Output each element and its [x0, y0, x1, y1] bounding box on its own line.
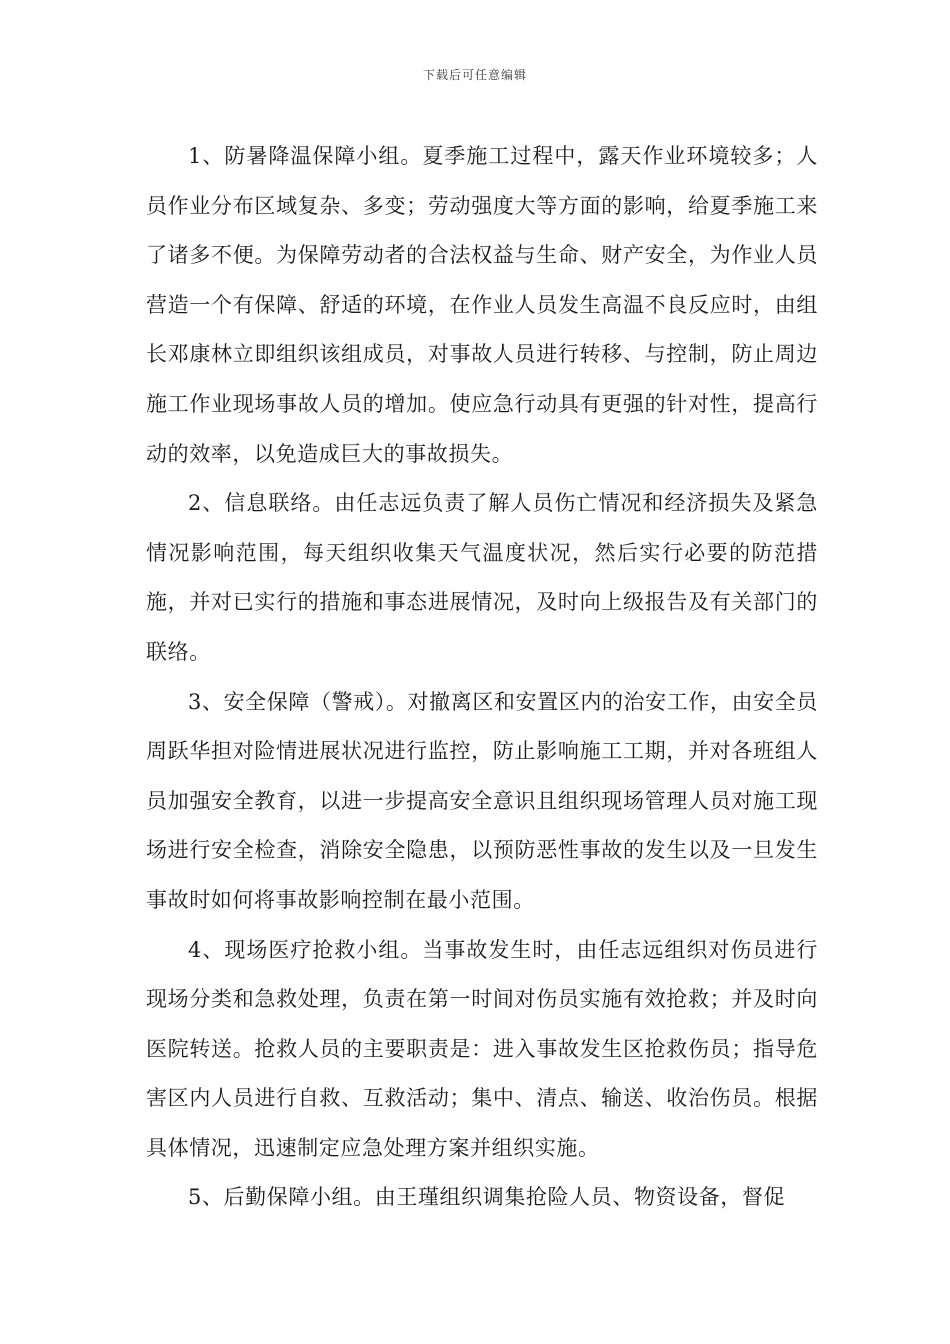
header-note: 下载后可任意编辑	[422, 68, 527, 82]
document-body	[146, 132, 818, 1223]
paragraph-security-guard: 3、安全保障（警戒）。对撤离区和安置区内的治安工作，由安全员周跃华担对险情进展状况进行监控，防止影响施工工期，并对各班组人员加强安全教育，以进一步提高安全意识且组织现场管理人员对施工现场进行安全检查，消除安全隐患，以预防恶性事故的发生以及一旦发生事故时如何将事故影响控制在最小范围。	[146, 689, 818, 912]
paragraph-heatstroke-prevention-group: 1、防暑降温保障小组。夏季施工过程中，露天作业环境较多；人员作业分布区域复杂、多变；劳动强度大等方面的影响，给夏季施工来了诸多不便。为保障劳动者的合法权益与生命、财产安全，为作业人员营造一个有保障、舒适的环境，在作业人员发生高温不良反应时，由组长邓康林立即组织该组成员，对事故人员进行转移、与控制，防止周边施工作业现场事故人员的增加。使应急行动具有更强的针对性，提高行动的效率，以免造成巨大的事故损失。	[146, 144, 818, 466]
paragraph-information-liaison: 2、信息联络。由任志远负责了解人员伤亡情况和经济损失及紧急情况影响范围，每天组织收集天气温度状况，然后实行必要的防范措施，并对已实行的措施和事态进展情况，及时向上级报告及有关部门的联络。	[146, 491, 818, 664]
paragraph-logistics-support-group: 5、后勤保障小组。由王瑾组织调集抢险人员、物资设备，督促	[188, 1185, 786, 1210]
paragraph-medical-rescue-group: 4、现场医疗抢救小组。当事故发生时，由任志远组织对伤员进行现场分类和急救处理，负责在第一时间对伤员实施有效抢救；并及时向医院转送。抢救人员的主要职责是：进入事故发生区抢救伤员；指导危害区内人员进行自救、互救活动；集中、清点、输送、收治伤员。根据具体情况，迅速制定应急处理方案并组织实施。	[146, 937, 818, 1160]
